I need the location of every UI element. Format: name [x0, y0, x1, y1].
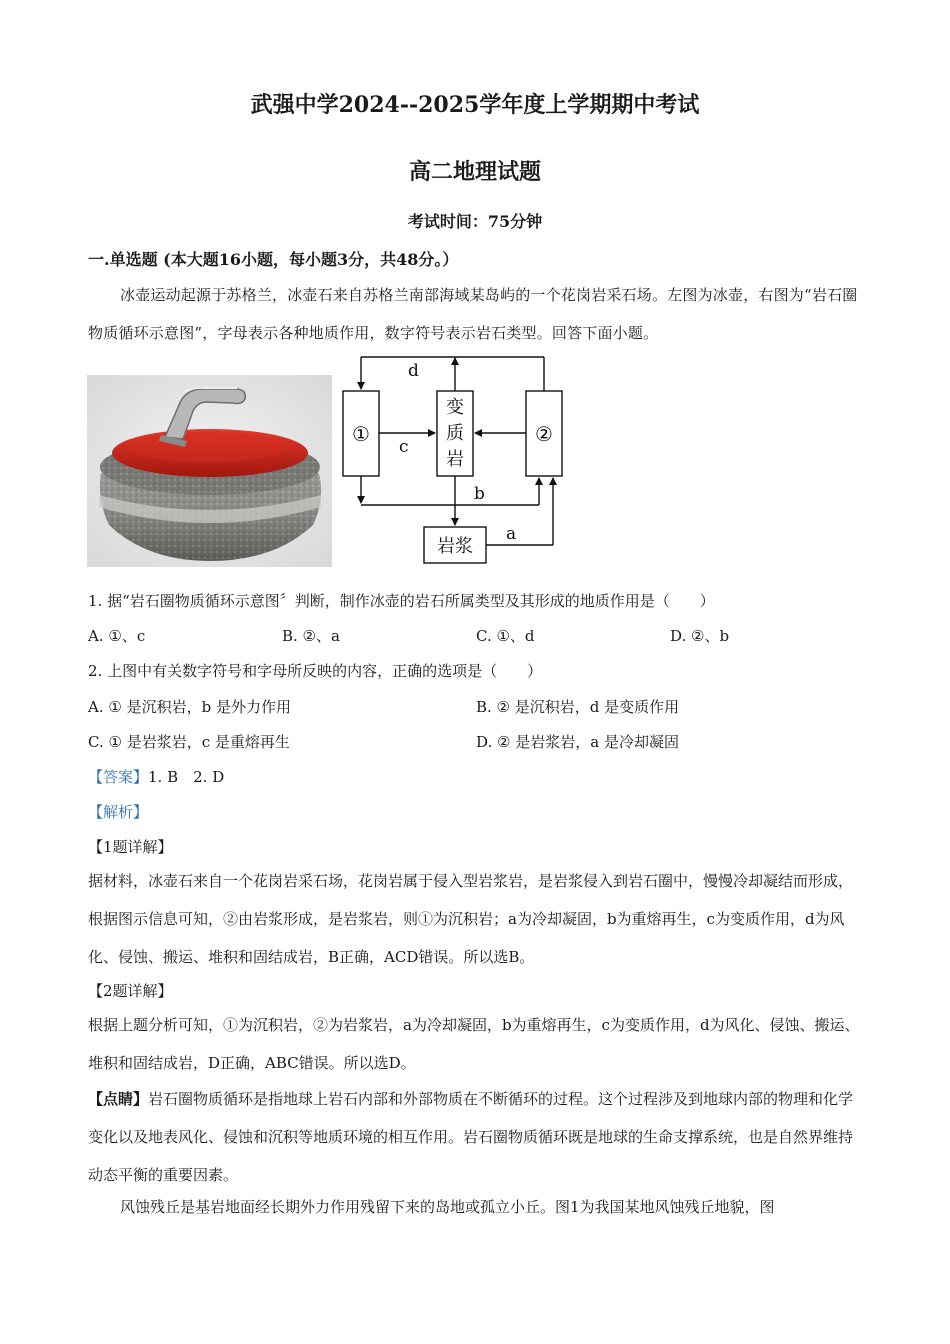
question-1-stem: 1. 据“岩石圈物质循环示意图〞判断，制作冰壶的岩石所属类型及其形成的地质作用是（ ）	[88, 592, 715, 610]
diagram-label-b: b	[474, 484, 485, 504]
diagram-box-center-2: 质	[446, 423, 464, 444]
question-1-option-b: B. ②、a	[282, 627, 340, 645]
section-heading: 一.单选题 (本大题16小题，每小题3分，共48分。）	[88, 250, 459, 269]
tip-tag: 【点睛】	[88, 1090, 149, 1108]
rock-cycle-diagram	[336, 353, 566, 568]
diagram-box-right: ②	[535, 422, 553, 446]
q2-detail-text: 根据上题分析可知，①为沉积岩，②为岩浆岩，a为冷却凝固，b为重熔再生，c为变质作用，d为风化、侵蚀、搬运、堆积和固结成岩，D正确，ABC错误。所以选D。	[88, 1016, 860, 1072]
exam-school-title: 武强中学2024--2025学年度上学期期中考试	[250, 92, 700, 118]
answer-value: 1. B 2. D	[148, 768, 225, 786]
question-1-option-d: D. ②、b	[670, 627, 730, 645]
question-1-option-a: A. ①、c	[88, 627, 146, 645]
question-2-option-d: D. ② 是岩浆岩，a 是冷却凝固	[476, 733, 679, 751]
diagram-box-magma: 岩浆	[437, 536, 473, 557]
curling-stone-image	[87, 375, 332, 567]
q1-detail-tag: 【1题详解】	[88, 838, 173, 856]
diagram-box-left: ①	[352, 422, 370, 446]
diagram-label-a: a	[506, 524, 517, 544]
diagram-box-center-3: 岩	[446, 449, 464, 470]
analysis-tag: 【解析】	[88, 803, 149, 821]
tip-paragraph	[88, 1080, 864, 1194]
diagram-box-center-1: 变	[446, 397, 464, 418]
next-intro-paragraph: 风蚀残丘是基岩地面经长期外力作用残留下来的岛地或孤立小丘。图1为我国某地风蚀残丘地貌，图	[120, 1198, 775, 1216]
question-2-stem: 2. 上图中有关数字符号和字母所反映的内容，正确的选项是（ ）	[88, 662, 543, 680]
question-1-option-c: C. ①、d	[476, 627, 535, 645]
tip-text: 岩石圈物质循环是指地球上岩石内部和外部物质在不断循环的过程。这个过程涉及到地球内部的物理和化学变化以及地表风化、侵蚀和沉积等地质环境的相互作用。岩石圈物质循环既是地球的生命支撑系统，也是自然界维持动态平衡的重要因素。	[88, 1090, 854, 1184]
exam-time: 考试时间：75分钟	[407, 212, 543, 231]
answer-line	[88, 766, 224, 787]
diagram-label-c: c	[399, 437, 409, 457]
question-2-option-b: B. ② 是沉积岩，d 是变质作用	[476, 698, 680, 716]
diagram-label-d: d	[408, 361, 419, 381]
intro-paragraph: 冰壶运动起源于苏格兰，冰壶石来自苏格兰南部海域某岛屿的一个花岗岩采石场。左图为冰壶，右图为“岩石圈物质循环示意图”，字母表示各种地质作用，数字符号表示岩石类型。回答下面小题。	[88, 286, 858, 342]
exam-subject-title: 高二地理试题	[408, 159, 541, 185]
question-2-option-a: A. ① 是沉积岩，b 是外力作用	[88, 698, 291, 716]
q2-detail-tag: 【2题详解】	[88, 982, 173, 1000]
question-2-option-c: C. ① 是岩浆岩，c 是重熔再生	[88, 733, 290, 751]
q1-detail-text: 据材料，冰壶石来自一个花岗岩采石场，花岗岩属于侵入型岩浆岩，是岩浆侵入到岩石圈中，慢慢冷却凝结而形成，根据图示信息可知，②由岩浆形成，是岩浆岩，则①为沉积岩；a为冷却凝固，b为重熔再生，c为变质作用，d为风化、侵蚀、搬运、堆积和固结成岩，B正确，ACD错误。所以选B。	[88, 872, 854, 966]
answer-tag: 【答案】	[88, 768, 149, 786]
